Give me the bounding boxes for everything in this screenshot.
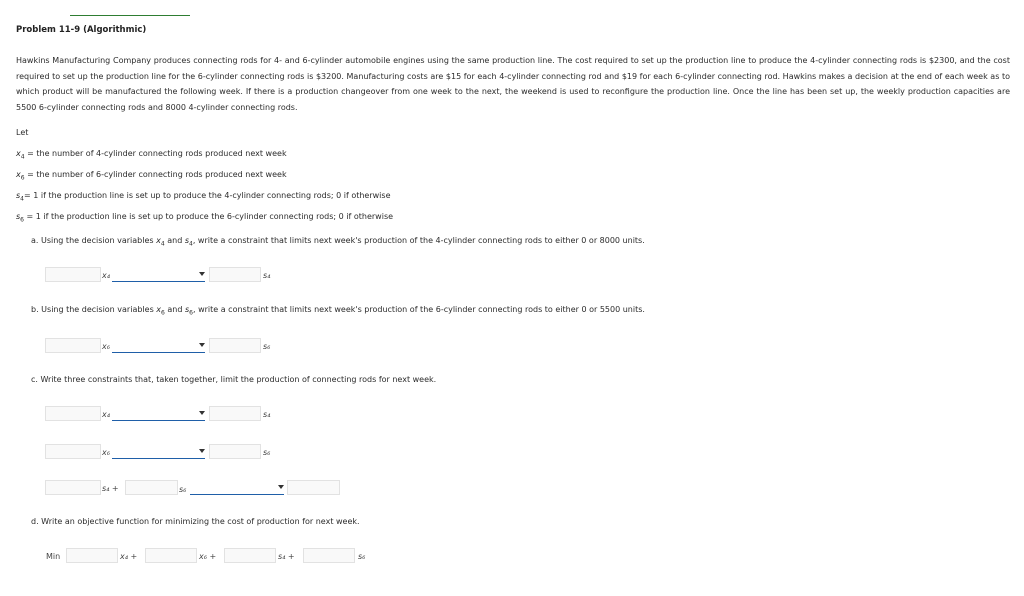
question-c: c. Write three constraints that, taken together, limit the production of connecting rods for next week. [31,375,437,384]
min-label: Min [46,552,61,561]
chevron-down-icon [278,485,284,489]
d-s4-plus-label: s₄ + [278,552,295,561]
chevron-down-icon [199,272,205,276]
question-b: b. Using the decision variables $x_6$ and $s_6$, write a constraint that limits next week's production of the 6-cylinder connecting rods to either 0 or 5500 units. [31,305,645,317]
chevron-down-icon [199,343,205,347]
c1-x4-label: x₄ [102,410,110,419]
problem-title: Problem 11-9 (Algorithmic) [16,25,147,35]
c1-rhs-input[interactable] [209,406,261,421]
c2-coefficient-input[interactable] [45,444,101,459]
c2-x6-label: x₆ [102,448,110,457]
b-rhs-input[interactable] [209,338,261,353]
b-s6-label: s₆ [263,342,271,351]
c3-s4-coefficient-input[interactable] [45,480,101,495]
problem-description [16,53,1010,115]
c1-relation-select[interactable] [112,409,205,421]
top-divider [70,15,190,16]
definition-s6: $s_6 = 1$ if the production line is set up to produce the 6-cylinder connecting rods; 0 if otherwise [16,212,394,224]
c2-s6-label: s₆ [263,448,271,457]
a-x4-label: x₄ [102,271,110,280]
d-x4-plus-label: x₄ + [120,552,138,561]
a-s4-label: s₄ [263,271,271,280]
c2-relation-select[interactable] [112,447,205,459]
d-x4-coefficient-input[interactable] [66,548,118,563]
a-rhs-input[interactable] [209,267,261,282]
d-s6-coefficient-input[interactable] [303,548,355,563]
a-coefficient-input[interactable] [45,267,101,282]
b-relation-select[interactable] [112,341,205,353]
d-s6-label: s₆ [358,552,366,561]
c2-rhs-input[interactable] [209,444,261,459]
variable-definitions [16,145,393,229]
chevron-down-icon [199,411,205,415]
problem-paragraph: Hawkins Manufacturing Company produces connecting rods for 4- and 6-cylinder automobile engines using the same production line. The cost required to set up the production line to produce the 4-cylinder connecting rods is $2300, and the cost required to set up the production line for the 6-cylinder connecting rods is $3200. Manufacturing costs are $15 for each 4-cylinder connecting rod and $19 for each 6-cylinder connecting rod. Hawkins makes a decision at the end of each week as to which product will be manufactured the following week. If there is a production changeover from one week to the next, the weekend is used to reconfigure the production line. Once the line has been set up, the weekly production capacities are 5500 6-cylinder connecting rods and 8000 4-cylinder connecting rods. [16,56,1010,112]
question-d: d. Write an objective function for minimizing the cost of production for next week. [31,517,360,526]
c3-relation-select[interactable] [190,483,284,495]
c1-coefficient-input[interactable] [45,406,101,421]
d-s4-coefficient-input[interactable] [224,548,276,563]
definition-x6: $x_6$ = the number of 6-cylinder connecting rods produced next week [16,170,287,182]
chevron-down-icon [199,449,205,453]
b-coefficient-input[interactable] [45,338,101,353]
c3-rhs-input[interactable] [287,480,340,495]
c3-s6-label: s₆ [179,485,187,494]
c3-s4-plus-label: s₄ + [102,484,119,493]
let-label: Let [16,128,29,137]
d-x6-plus-label: x₆ + [199,552,217,561]
c1-s4-label: s₄ [263,410,271,419]
definition-s4: $s_4= 1$ if the production line is set up to produce the 4-cylinder connecting rods; 0 if otherwise [16,191,391,203]
a-relation-select[interactable] [112,270,205,282]
definition-x4: $x_4$ = the number of 4-cylinder connecting rods produced next week [16,149,287,161]
question-a: a. Using the decision variables $x_4$ and $s_4$, write a constraint that limits next week's production of the 4-cylinder connecting rods to either 0 or 8000 units. [31,236,645,248]
c3-s6-coefficient-input[interactable] [125,480,178,495]
b-x6-label: x₆ [102,342,110,351]
d-x6-coefficient-input[interactable] [145,548,197,563]
